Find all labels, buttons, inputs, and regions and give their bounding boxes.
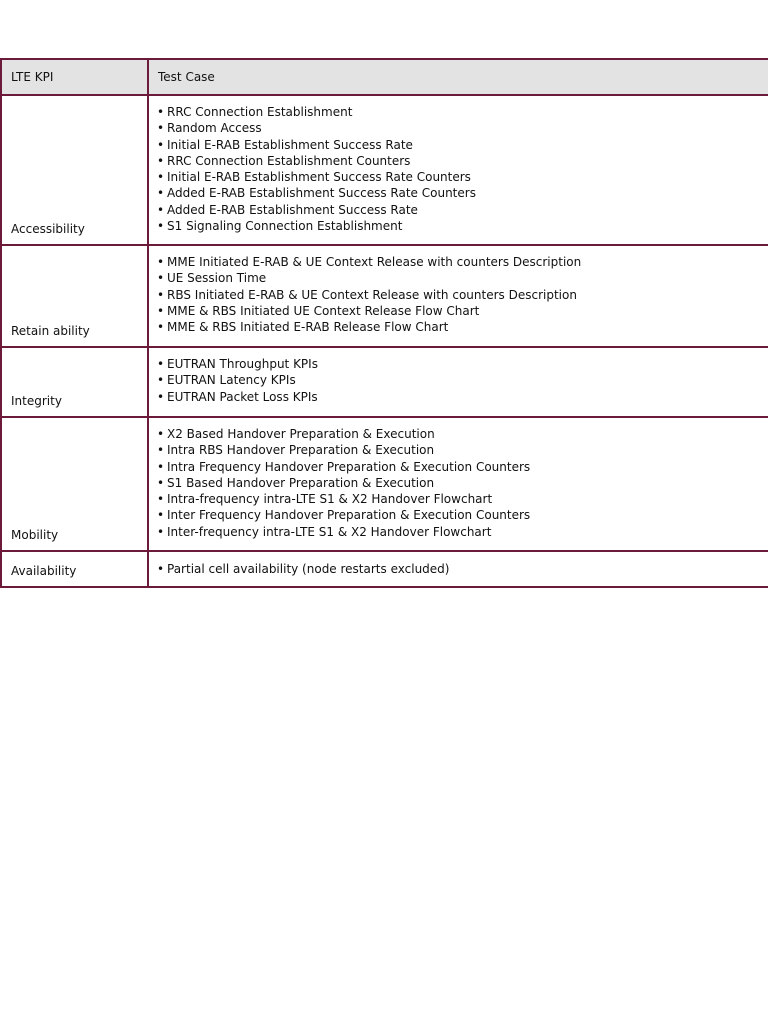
kpi-name: Availability	[1, 551, 148, 587]
table-row	[1, 245, 768, 347]
test-case-list	[157, 104, 768, 234]
list-item: • EUTRAN Packet Loss KPIs	[157, 389, 768, 405]
test-case-cell	[148, 95, 768, 245]
list-item: • Intra RBS Handover Preparation & Execution	[157, 442, 768, 458]
list-item: • MME & RBS Initiated E-RAB Release Flow Chart	[157, 319, 768, 335]
list-item: • Added E-RAB Establishment Success Rate Counters	[157, 185, 768, 201]
kpi-name: Integrity	[1, 347, 148, 417]
list-item: • Initial E-RAB Establishment Success Rate Counters	[157, 169, 768, 185]
test-case-cell	[148, 347, 768, 417]
list-item: • UE Session Time	[157, 270, 768, 286]
list-item: • RRC Connection Establishment	[157, 104, 768, 120]
list-item: • Random Access	[157, 120, 768, 136]
kpi-test-case-table	[0, 58, 768, 588]
header-test-case: Test Case	[148, 59, 768, 95]
kpi-name: Accessibility	[1, 95, 148, 245]
list-item: • MME Initiated E-RAB & UE Context Release with counters Description	[157, 254, 768, 270]
list-item: • Intra-frequency intra-LTE S1 & X2 Handover Flowchart	[157, 491, 768, 507]
table-row	[1, 551, 768, 587]
list-item: • RRC Connection Establishment Counters	[157, 153, 768, 169]
list-item: • X2 Based Handover Preparation & Execution	[157, 426, 768, 442]
table-header-row	[1, 59, 768, 95]
list-item: • MME & RBS Initiated UE Context Release Flow Chart	[157, 303, 768, 319]
table-row	[1, 347, 768, 417]
list-item: • EUTRAN Throughput KPIs	[157, 356, 768, 372]
list-item: • Inter Frequency Handover Preparation & Execution Counters	[157, 507, 768, 523]
table-row	[1, 417, 768, 551]
test-case-list	[157, 561, 768, 577]
header-lte-kpi: LTE KPI	[1, 59, 148, 95]
test-case-list	[157, 426, 768, 540]
list-item: • S1 Based Handover Preparation & Execution	[157, 475, 768, 491]
table-body	[1, 95, 768, 587]
kpi-name: Retain ability	[1, 245, 148, 347]
list-item: • Initial E-RAB Establishment Success Rate	[157, 137, 768, 153]
list-item: • Partial cell availability (node restarts excluded)	[157, 561, 768, 577]
list-item: • Added E-RAB Establishment Success Rate	[157, 202, 768, 218]
table-row	[1, 95, 768, 245]
list-item: • S1 Signaling Connection Establishment	[157, 218, 768, 234]
kpi-name: Mobility	[1, 417, 148, 551]
test-case-cell	[148, 551, 768, 587]
test-case-list	[157, 254, 768, 335]
test-case-list	[157, 356, 768, 405]
test-case-cell	[148, 417, 768, 551]
list-item: • Inter-frequency intra-LTE S1 & X2 Handover Flowchart	[157, 524, 768, 540]
list-item: • Intra Frequency Handover Preparation & Execution Counters	[157, 459, 768, 475]
test-case-cell	[148, 245, 768, 347]
list-item: • RBS Initiated E-RAB & UE Context Release with counters Description	[157, 287, 768, 303]
list-item: • EUTRAN Latency KPIs	[157, 372, 768, 388]
